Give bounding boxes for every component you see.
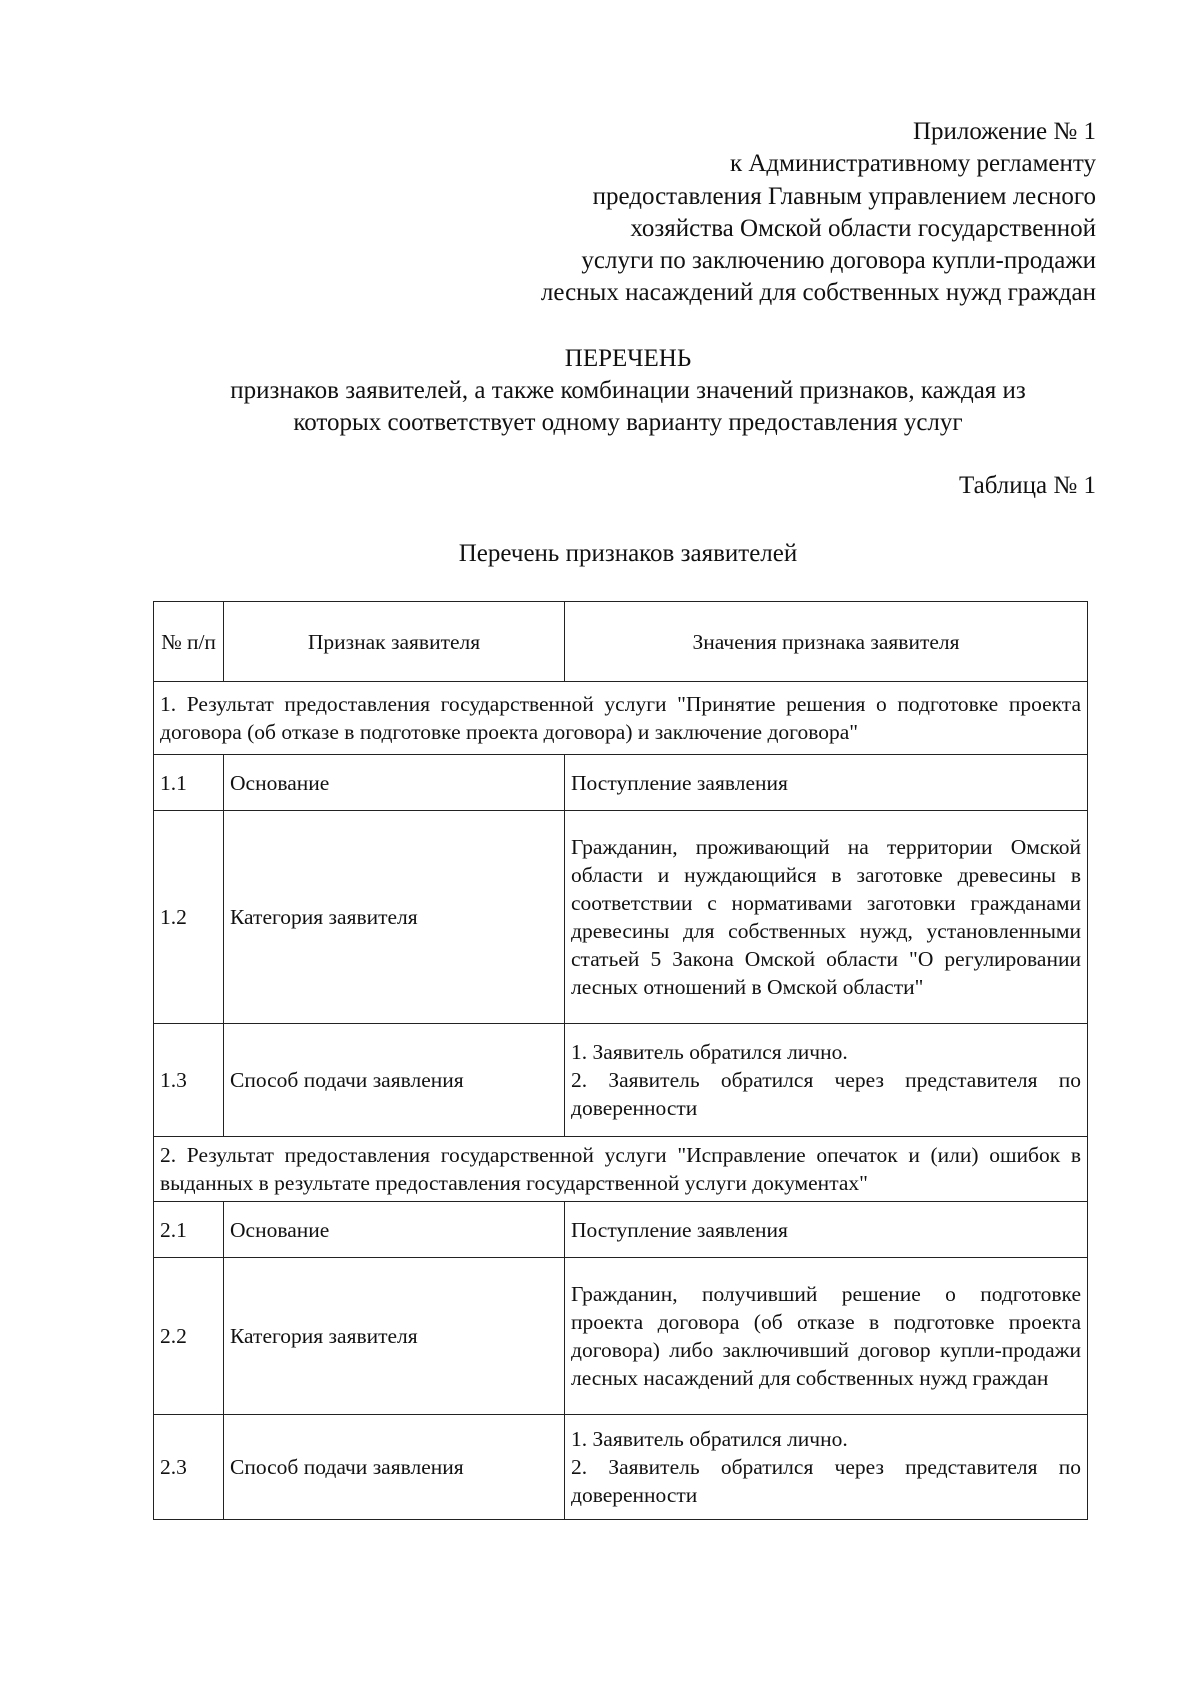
row-value: Поступление заявления bbox=[565, 1202, 1088, 1258]
section-row bbox=[154, 1137, 1088, 1202]
row-value: Поступление заявления bbox=[565, 755, 1088, 811]
applicant-features-table bbox=[153, 601, 1088, 1520]
header-line: хозяйства Омской области государственной bbox=[630, 214, 1096, 242]
title-line: признаков заявителей, а также комбинации значений признаков, каждая из bbox=[230, 377, 1026, 404]
table-row bbox=[154, 1202, 1088, 1258]
row-num: 1.2 bbox=[154, 811, 224, 1024]
section-row bbox=[154, 682, 1088, 755]
row-num: 1.1 bbox=[154, 755, 224, 811]
value-line: 2. Заявитель обратился через представителя по доверенности bbox=[571, 1455, 1081, 1507]
document-title bbox=[0, 343, 1200, 439]
row-feature: Категория заявителя bbox=[224, 811, 565, 1024]
table-row bbox=[154, 755, 1088, 811]
value-line: 1. Заявитель обратился лично. bbox=[571, 1427, 848, 1451]
row-num: 1.3 bbox=[154, 1024, 224, 1137]
row-value bbox=[565, 1024, 1088, 1137]
appendix-header bbox=[541, 116, 1096, 310]
row-feature: Способ подачи заявления bbox=[224, 1415, 565, 1520]
row-value: Гражданин, получивший решение о подготовке проекта договора (об отказе в подготовке проекта договора) либо заключивший договор купли-продажи лесных насаждений для собственных нужд граждан bbox=[565, 1258, 1088, 1415]
row-num: 2.3 bbox=[154, 1415, 224, 1520]
table-title: Перечень признаков заявителей bbox=[458, 540, 798, 567]
row-num: 2.2 bbox=[154, 1258, 224, 1415]
row-feature: Основание bbox=[224, 1202, 565, 1258]
table-row bbox=[154, 1258, 1088, 1415]
value-line: 1. Заявитель обратился лично. bbox=[571, 1040, 848, 1064]
table-header-row bbox=[154, 602, 1088, 682]
title-line: которых соответствует одному варианту предоставления услуг bbox=[293, 409, 963, 436]
row-num: 2.1 bbox=[154, 1202, 224, 1258]
header-line: предоставления Главным управлением лесного bbox=[592, 182, 1096, 210]
header-line: лесных насаждений для собственных нужд граждан bbox=[540, 279, 1096, 307]
row-value: Гражданин, проживающий на территории Омской области и нуждающийся в заготовке древесины в соответствии с нормативами заготовки гражданами древесины для собственных нужд, установленными статьей 5 Закона Омской области "О регулировании лесных отношений в Омской области" bbox=[565, 811, 1088, 1024]
title-main: ПЕРЕЧЕНЬ bbox=[564, 345, 692, 372]
section-2-title: 2. Результат предоставления государственной услуги "Исправление опечаток и (или) ошибок в выданных в результате предоставления государственной услуги документах" bbox=[154, 1137, 1088, 1202]
header-feature: Признак заявителя bbox=[224, 602, 565, 682]
header-value: Значения признака заявителя bbox=[565, 602, 1088, 682]
value-line: 2. Заявитель обратился через представителя по доверенности bbox=[571, 1068, 1081, 1120]
row-value bbox=[565, 1415, 1088, 1520]
header-num: № п/п bbox=[154, 602, 224, 682]
header-line: к Административному регламенту bbox=[729, 150, 1096, 178]
row-feature: Способ подачи заявления bbox=[224, 1024, 565, 1137]
header-line: Приложение № 1 bbox=[912, 118, 1096, 145]
table-row bbox=[154, 1415, 1088, 1520]
section-1-title: 1. Результат предоставления государственной услуги "Принятие решения о подготовке проекта договора (об отказе в подготовке проекта договора) и заключение договора" bbox=[154, 682, 1088, 755]
row-feature: Категория заявителя bbox=[224, 1258, 565, 1415]
table-number: Таблица № 1 bbox=[958, 472, 1096, 499]
table-row bbox=[154, 811, 1088, 1024]
table-row bbox=[154, 1024, 1088, 1137]
row-feature: Основание bbox=[224, 755, 565, 811]
header-line: услуги по заключению договора купли-продажи bbox=[581, 247, 1096, 275]
